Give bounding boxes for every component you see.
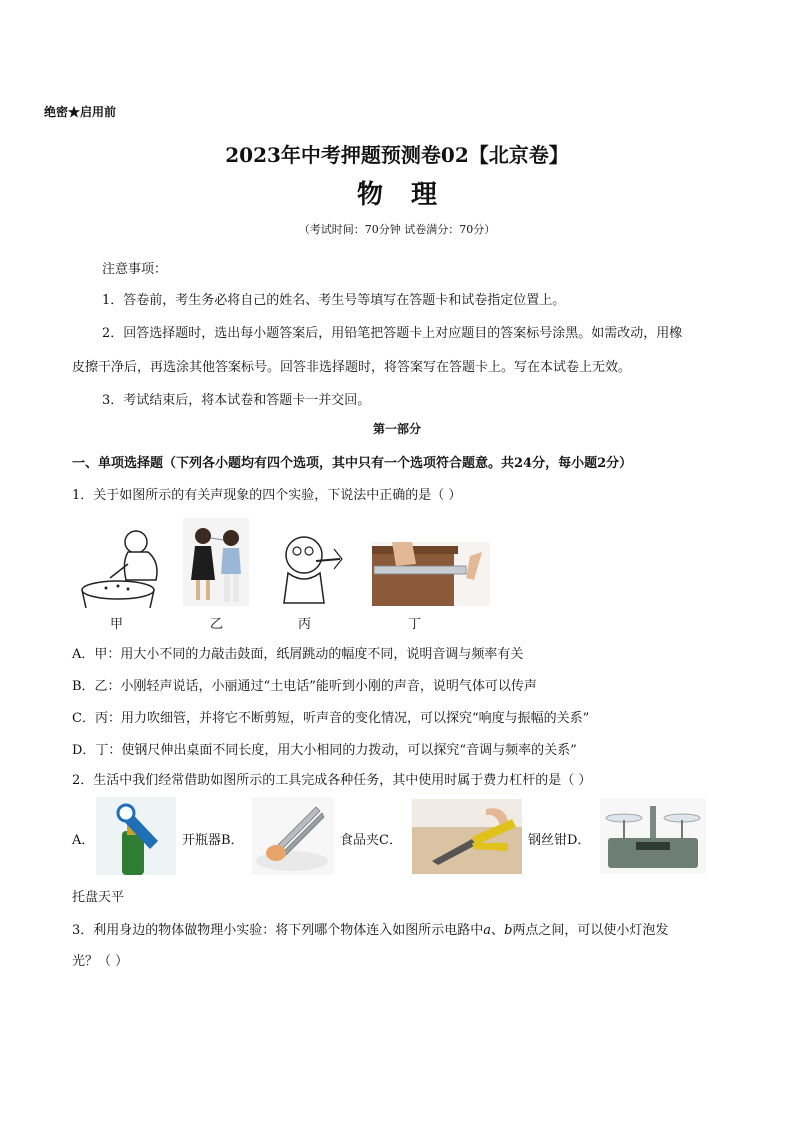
straw-blowing-figure xyxy=(278,525,346,605)
notice-item-3: 3．考试结束后，将本试卷和答题卡一并交回。 xyxy=(102,393,371,408)
notice-item-2-line-1: 2．回答选择题时，选出每小题答案后，用铅笔把答题卡上对应题目的答案标号涂黑。如需改动，用橡 xyxy=(102,326,683,341)
notice-item-1: 1．答卷前，考生务必将自己的姓名、考生号等填写在答题卡和试卷指定位置上。 xyxy=(102,293,566,308)
question-2-stem: 2．生活中我们经常借助如图所示的工具完成各种任务，其中使用时属于费力杠杆的是（ ） xyxy=(72,773,592,788)
q3-var-b: b xyxy=(504,923,513,938)
bottle-opener-photo xyxy=(96,797,176,875)
question-3-line-1 xyxy=(72,919,668,938)
ruler-table-photo xyxy=(372,542,490,606)
question-3-line-2: 光？（ ） xyxy=(72,954,129,969)
q1-option-d: D．丁：使钢尺伸出桌面不同长度，用大小相同的力拨动，可以探究“音调与频率的关系” xyxy=(72,743,577,758)
subject-title: 物理 xyxy=(356,180,465,210)
wire-pliers-photo xyxy=(412,799,522,874)
section-title: 一、单项选择题（下列各小题均有四个选项，其中只有一个选项符合题意。共24分，每小题2分） xyxy=(72,456,633,471)
q1-option-b: B．乙：小刚轻声说话，小丽通过“土电话”能听到小刚的声音，说明气体可以传声 xyxy=(72,679,537,694)
drum-experiment-figure xyxy=(78,522,168,610)
part-title: 第一部分 xyxy=(372,422,421,436)
caption-yi: 乙 xyxy=(210,617,224,632)
caption-ding: 丁 xyxy=(408,617,422,632)
q2-label-c: 食品夹C． xyxy=(340,833,402,848)
notice-item-2-line-2: 皮擦干净后，再选涂其他答案标号。回答非选择题时，将答案写在答题卡上。写在本试卷上无效。 xyxy=(72,360,632,375)
q3-sep: 、 xyxy=(491,923,505,938)
secret-mark: 绝密★启用前 xyxy=(44,105,117,119)
q2-label-a: A． xyxy=(72,833,95,848)
q2-option-d-tail: 托盘天平 xyxy=(72,890,125,905)
page-title: 2023年中考押题预测卷02【北京卷】 xyxy=(225,143,569,167)
balance-scale-photo xyxy=(600,798,706,874)
q2-label-b: 开瓶器B． xyxy=(182,833,244,848)
string-phone-photo xyxy=(183,518,249,606)
q3-text-post: 两点之间，可以使小灯泡发 xyxy=(512,923,669,938)
exam-info: （考试时间：70分钟 试卷满分：70分） xyxy=(298,223,496,236)
q2-label-d: 钢丝钳D． xyxy=(528,833,591,848)
q3-text-pre: 3．利用身边的物体做物理小实验：将下列哪个物体连入如图所示电路中 xyxy=(72,923,484,938)
notice-heading: 注意事项： xyxy=(102,262,168,277)
food-tongs-photo xyxy=(252,797,334,875)
question-1-stem: 1．关于如图所示的有关声现象的四个实验，下说法中正确的是（ ） xyxy=(72,488,462,503)
caption-bing: 丙 xyxy=(298,617,312,632)
q1-option-c: C．丙：用力吹细管，并将它不断剪短，听声音的变化情况，可以探究“响度与振幅的关系” xyxy=(72,711,590,726)
q3-var-a: a xyxy=(483,923,492,938)
caption-jia: 甲 xyxy=(110,617,124,632)
q1-option-a: A．甲：用大小不同的力敲击鼓面，纸屑跳动的幅度不同，说明音调与频率有关 xyxy=(72,647,524,662)
